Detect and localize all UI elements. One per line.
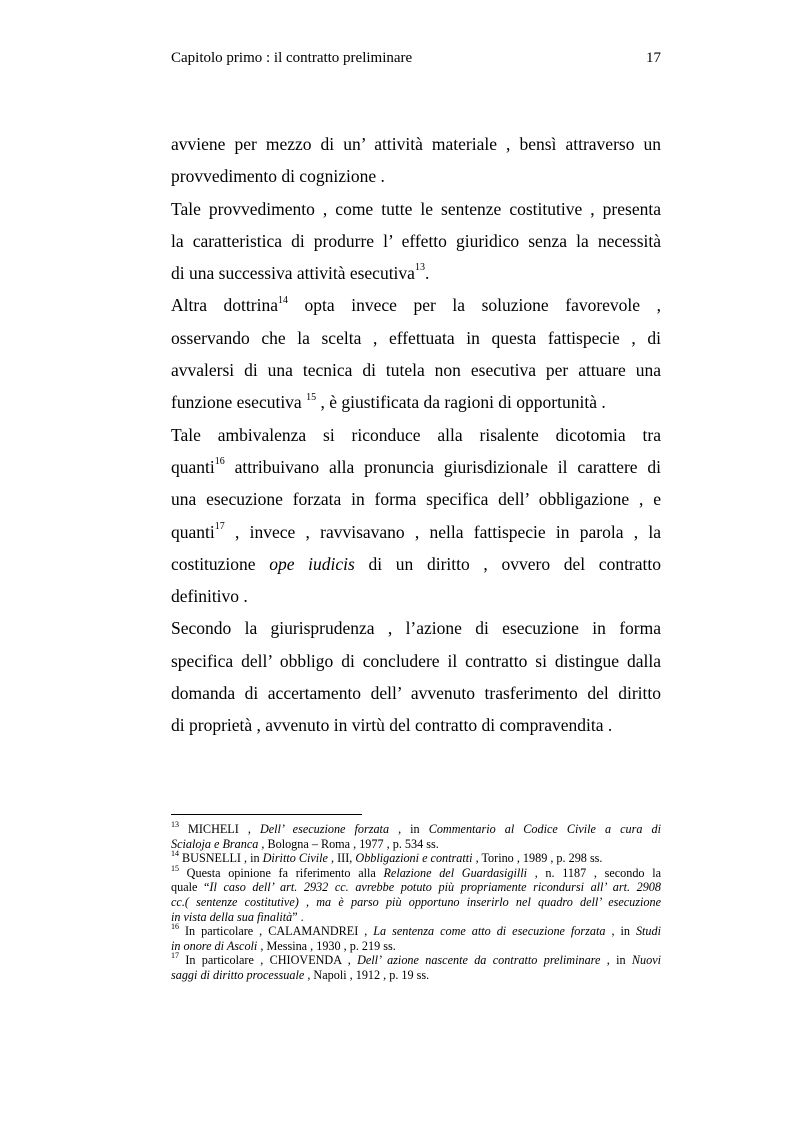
footnote-13-line (171, 837, 661, 852)
footnote-number: 14 (171, 849, 179, 859)
fn-italic: Scialoja e Branca (171, 836, 259, 851)
italic-term: ope iudicis (269, 553, 355, 574)
fn-italic: in onore di Ascoli (171, 938, 258, 953)
text-line: una esecuzione forzata in forma specifica dell’ obbligazione , e (171, 489, 661, 510)
text-run: di una successiva attività esecutiva (171, 263, 415, 284)
fn-italic: in vista della sua finalità (171, 909, 293, 924)
fn-italic: cc.( sentenze costitutive) , ma è parso più opportuno inserirlo nel quadro dell’ esecuzione (171, 894, 661, 909)
fn-run: Questa opinione fa riferimento alla (179, 865, 384, 880)
text-line: Tale ambivalenza si riconduce alla risalente dicotomia tra (171, 424, 661, 445)
text-run: , invece , ravvisavano , nella fattispecie in parola , la (224, 521, 661, 542)
fn-italic: Dell’ esecuzione forzata (259, 822, 390, 836)
text-line (171, 257, 661, 289)
text-line (171, 386, 661, 418)
main-text (171, 128, 661, 742)
fn-run: , in (605, 924, 636, 939)
text-run: , è giustificata da ragioni di opportunità . (316, 392, 606, 413)
footnote-number: 16 (171, 922, 179, 932)
fn-italic: Obbligazioni e contratti (355, 851, 473, 866)
footnote-ref-13: 13 (414, 262, 425, 274)
text-line: definitivo . (171, 586, 248, 607)
footnote-14-line (171, 851, 661, 866)
fn-italic: saggi di diritto processuale (171, 967, 305, 982)
text-line: osservando che la scelta , effettuata in questa fattispecie , di (171, 327, 661, 348)
text-line (171, 548, 661, 580)
footnote-17-line (171, 968, 661, 983)
text-run: quanti (171, 456, 215, 477)
fn-run: In particolare , CALAMANDREI , (179, 924, 374, 939)
footnote-16-line (171, 939, 661, 954)
fn-run (171, 924, 636, 938)
fn-run: BUSNELLI , in (179, 851, 263, 866)
chapter-title: Capitolo primo : il contratto preliminare (171, 50, 413, 66)
fn-italic: La sentenza come atto di esecuzione forzata (373, 924, 606, 939)
fn-run (171, 953, 632, 967)
fn-run (171, 863, 528, 880)
footnote-number: 17 (171, 951, 179, 961)
text-line: la caratteristica di produrre l’ effetto giuridico senza la necessità (171, 230, 661, 251)
footnote-15-line (171, 863, 661, 881)
fn-run: , III, (327, 851, 356, 866)
fn-italic: Studi (635, 924, 661, 939)
page-number: 17 (646, 50, 661, 66)
text-run (171, 522, 225, 542)
fn-italic: Relazione del Guardasigilli (383, 865, 528, 880)
fn-run: MICHELI , (179, 822, 260, 836)
footnote-number: 15 (171, 863, 179, 873)
fn-italic: Diritto Civile (262, 851, 328, 866)
footnote-15-line (171, 910, 661, 925)
footnote-17-line (171, 953, 661, 968)
text-run (171, 457, 225, 477)
fn-italic: Commentario al Codice Civile a cura di (428, 822, 661, 836)
fn-run: In particolare , CHIOVENDA , (179, 953, 358, 968)
text-run (171, 295, 288, 315)
fn-run: , Messina , 1930 , p. 219 ss. (257, 938, 396, 953)
footnote-separator (171, 814, 362, 815)
text-line: Secondo la giurisprudenza , l’azione di esecuzione in forma (171, 618, 661, 639)
footnote-number: 13 (171, 819, 179, 829)
fn-italic: Nuovi (631, 953, 662, 968)
text-line (171, 289, 661, 321)
text-run: attribuivano alla pronuncia giurisdizionale il carattere di (224, 456, 661, 477)
text-line (171, 516, 661, 548)
text-line: domanda di accertamento dell’ avvenuto trasferimento del diritto (171, 683, 661, 704)
text-run: quanti (171, 521, 215, 542)
footnotes (171, 819, 662, 983)
text-run: costituzione (171, 553, 270, 574)
fn-run: , in (389, 822, 429, 836)
text-line: avvalersi di una tecnica di tutela non esecutiva per attuare una (171, 360, 661, 381)
text-line: Tale provvedimento , come tutte le sentenze costitutive , presenta (171, 198, 661, 219)
text-run: . (424, 263, 430, 284)
fn-run: quale “ (171, 880, 210, 895)
fn-italic: Il caso dell’ art. 2932 cc. avrebbe potuto più propriamente ricondursi all’ art. 2908 (209, 880, 661, 895)
fn-run: , Napoli , 1912 , p. 19 ss. (304, 967, 430, 982)
fn-run: ” . (292, 909, 304, 924)
fn-run (171, 819, 429, 836)
footnote-16-line (171, 924, 661, 939)
text-run: di un diritto , ovvero del contratto (354, 553, 661, 574)
text-run: Altra dottrina (171, 295, 278, 316)
footnote-ref-16: 16 (214, 456, 225, 468)
footnote-ref-17: 17 (214, 520, 225, 532)
fn-run: , Torino , 1989 , p. 298 ss. (472, 851, 603, 866)
text-run: funzione esecutiva (171, 392, 307, 413)
footnote-13-line (171, 819, 661, 837)
fn-italic: Dell’ azione nascente da contratto preliminare (357, 953, 601, 968)
text-line: avviene per mezzo di un’ attività materiale , bensì attraverso un (171, 134, 661, 154)
footnote-15-line (171, 880, 661, 895)
text-line: provvedimento di cognizione . (171, 166, 385, 187)
fn-run: , n. 1187 , secondo la (527, 865, 661, 880)
footnote-15-line (171, 895, 661, 910)
text-line: specifica dell’ obbligo di concludere il contratto si distingue dalla (171, 650, 661, 671)
footnote-ref-14: 14 (277, 294, 288, 306)
text-run: opta invece per la soluzione favorevole , (287, 295, 662, 316)
text-line: di proprietà , avvenuto in virtù del contratto di compravendita . (171, 715, 613, 736)
fn-run: , in (600, 953, 632, 968)
footnote-ref-15: 15 (306, 391, 317, 403)
text-line (171, 451, 661, 483)
fn-run: , Bologna – Roma , 1977 , p. 534 ss. (258, 836, 439, 851)
